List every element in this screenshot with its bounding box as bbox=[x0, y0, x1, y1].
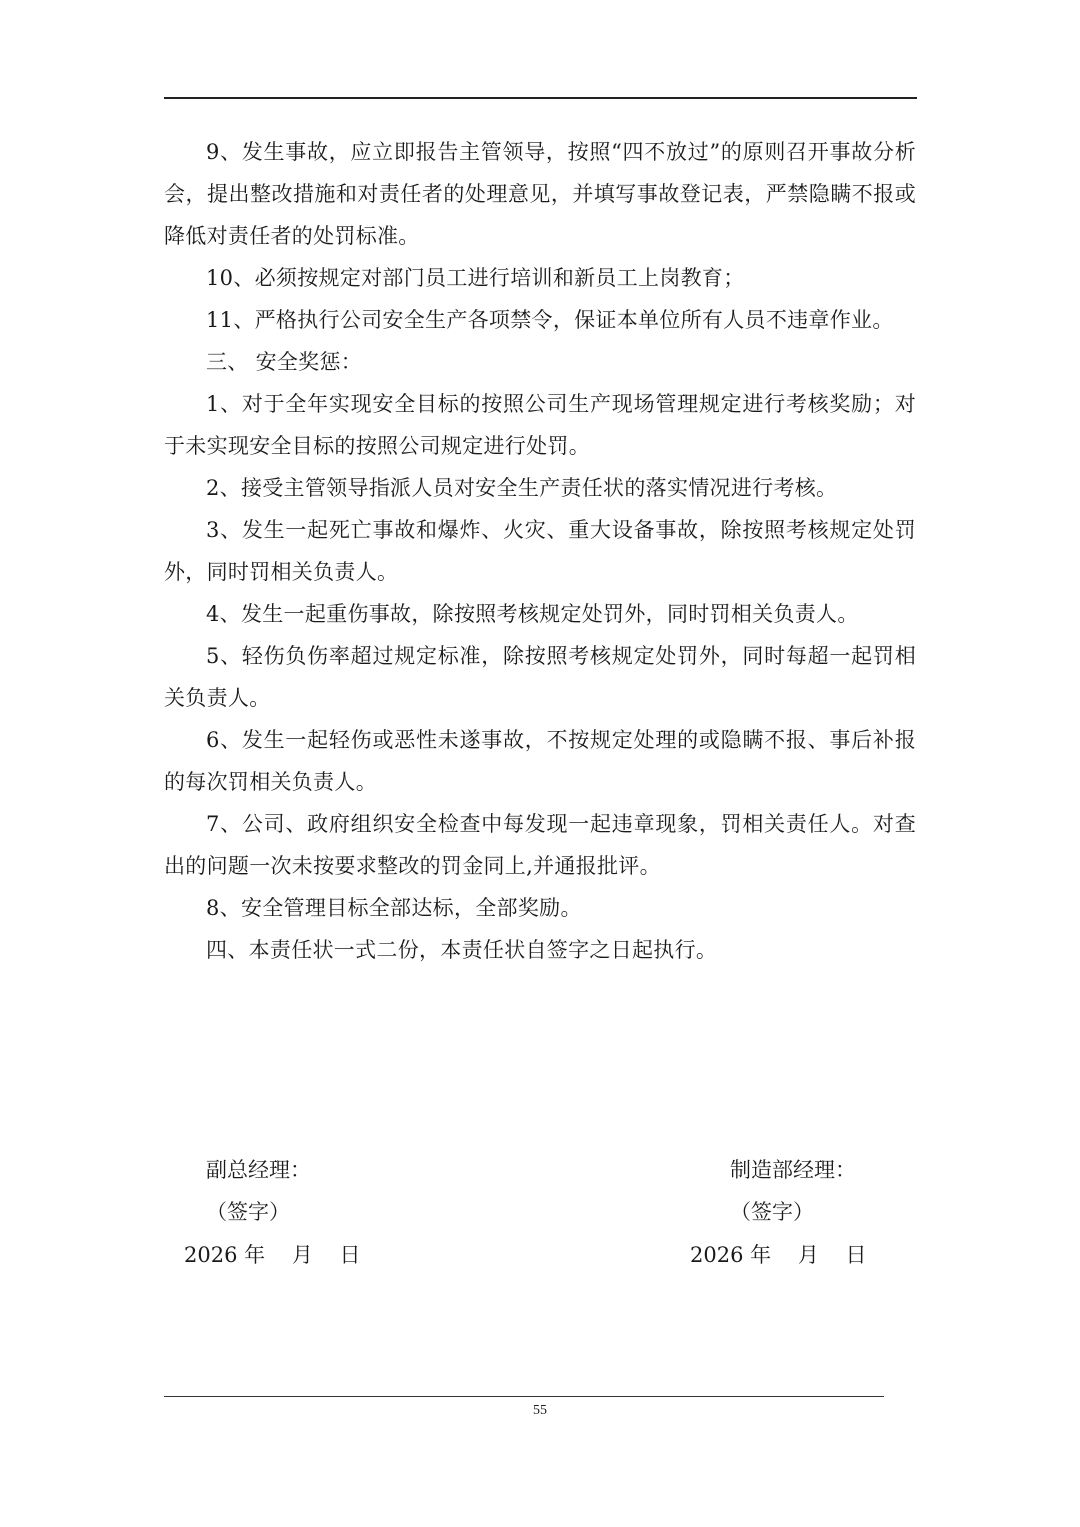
document-body bbox=[164, 131, 916, 971]
clause-10: 10、必须按规定对部门员工进行培训和新员工上岗教育； bbox=[206, 266, 745, 290]
left-signer-title: 副总经理： bbox=[206, 1158, 311, 1182]
left-date: 2026 年 月 日 bbox=[184, 1243, 361, 1267]
right-date: 2026 年 月 日 bbox=[690, 1243, 867, 1267]
reward-clause-8: 8、安全管理目标全部达标，全部奖励。 bbox=[206, 896, 582, 920]
right-signer-title: 制造部经理： bbox=[730, 1158, 856, 1182]
reward-clause-3: 3、发生一起死亡事故和爆炸、火灾、重大设备事故，除按照考核规定处罚外，同时罚相关负责人。 bbox=[164, 518, 916, 584]
reward-clause-1: 1、对于全年实现安全目标的按照公司生产现场管理规定进行考核奖励；对于未实现安全目标的按照公司规定进行处罚。 bbox=[164, 392, 916, 458]
reward-clause-2: 2、接受主管领导指派人员对安全生产责任状的落实情况进行考核。 bbox=[206, 476, 838, 500]
page-number: 55 bbox=[533, 1403, 547, 1418]
clause-9: 9、发生事故，应立即报告主管领导，按照“四不放过”的原则召开事故分析会，提出整改措施和对责任者的处理意见，并填写事故登记表，严禁隐瞒不报或降低对责任者的处罚标准。 bbox=[164, 140, 916, 248]
header-rule bbox=[164, 97, 917, 99]
right-signature-slot: （签字） bbox=[730, 1200, 814, 1224]
section-heading-rewards: 三、 安全奖惩： bbox=[206, 350, 363, 374]
reward-clause-6: 6、发生一起轻伤或恶性未遂事故，不按规定处理的或隐瞒不报、事后补报的每次罚相关负责人。 bbox=[164, 728, 916, 794]
footer-rule bbox=[164, 1396, 884, 1397]
reward-clause-4: 4、发生一起重伤事故，除按照考核规定处罚外，同时罚相关负责人。 bbox=[206, 602, 859, 626]
reward-clause-5: 5、轻伤负伤率超过规定标准，除按照考核规定处罚外，同时每超一起罚相关负责人。 bbox=[164, 644, 916, 710]
clause-11: 11、严格执行公司安全生产各项禁令，保证本单位所有人员不违章作业。 bbox=[206, 308, 894, 332]
reward-clause-7: 7、公司、政府组织安全检查中每发现一起违章现象，罚相关责任人。对查出的问题一次未按要求整改的罚金同上,并通报批评。 bbox=[164, 812, 916, 878]
section-four-execution: 四、本责任状一式二份，本责任状自签字之日起执行。 bbox=[206, 938, 718, 962]
left-signature-slot: （签字） bbox=[206, 1200, 290, 1224]
